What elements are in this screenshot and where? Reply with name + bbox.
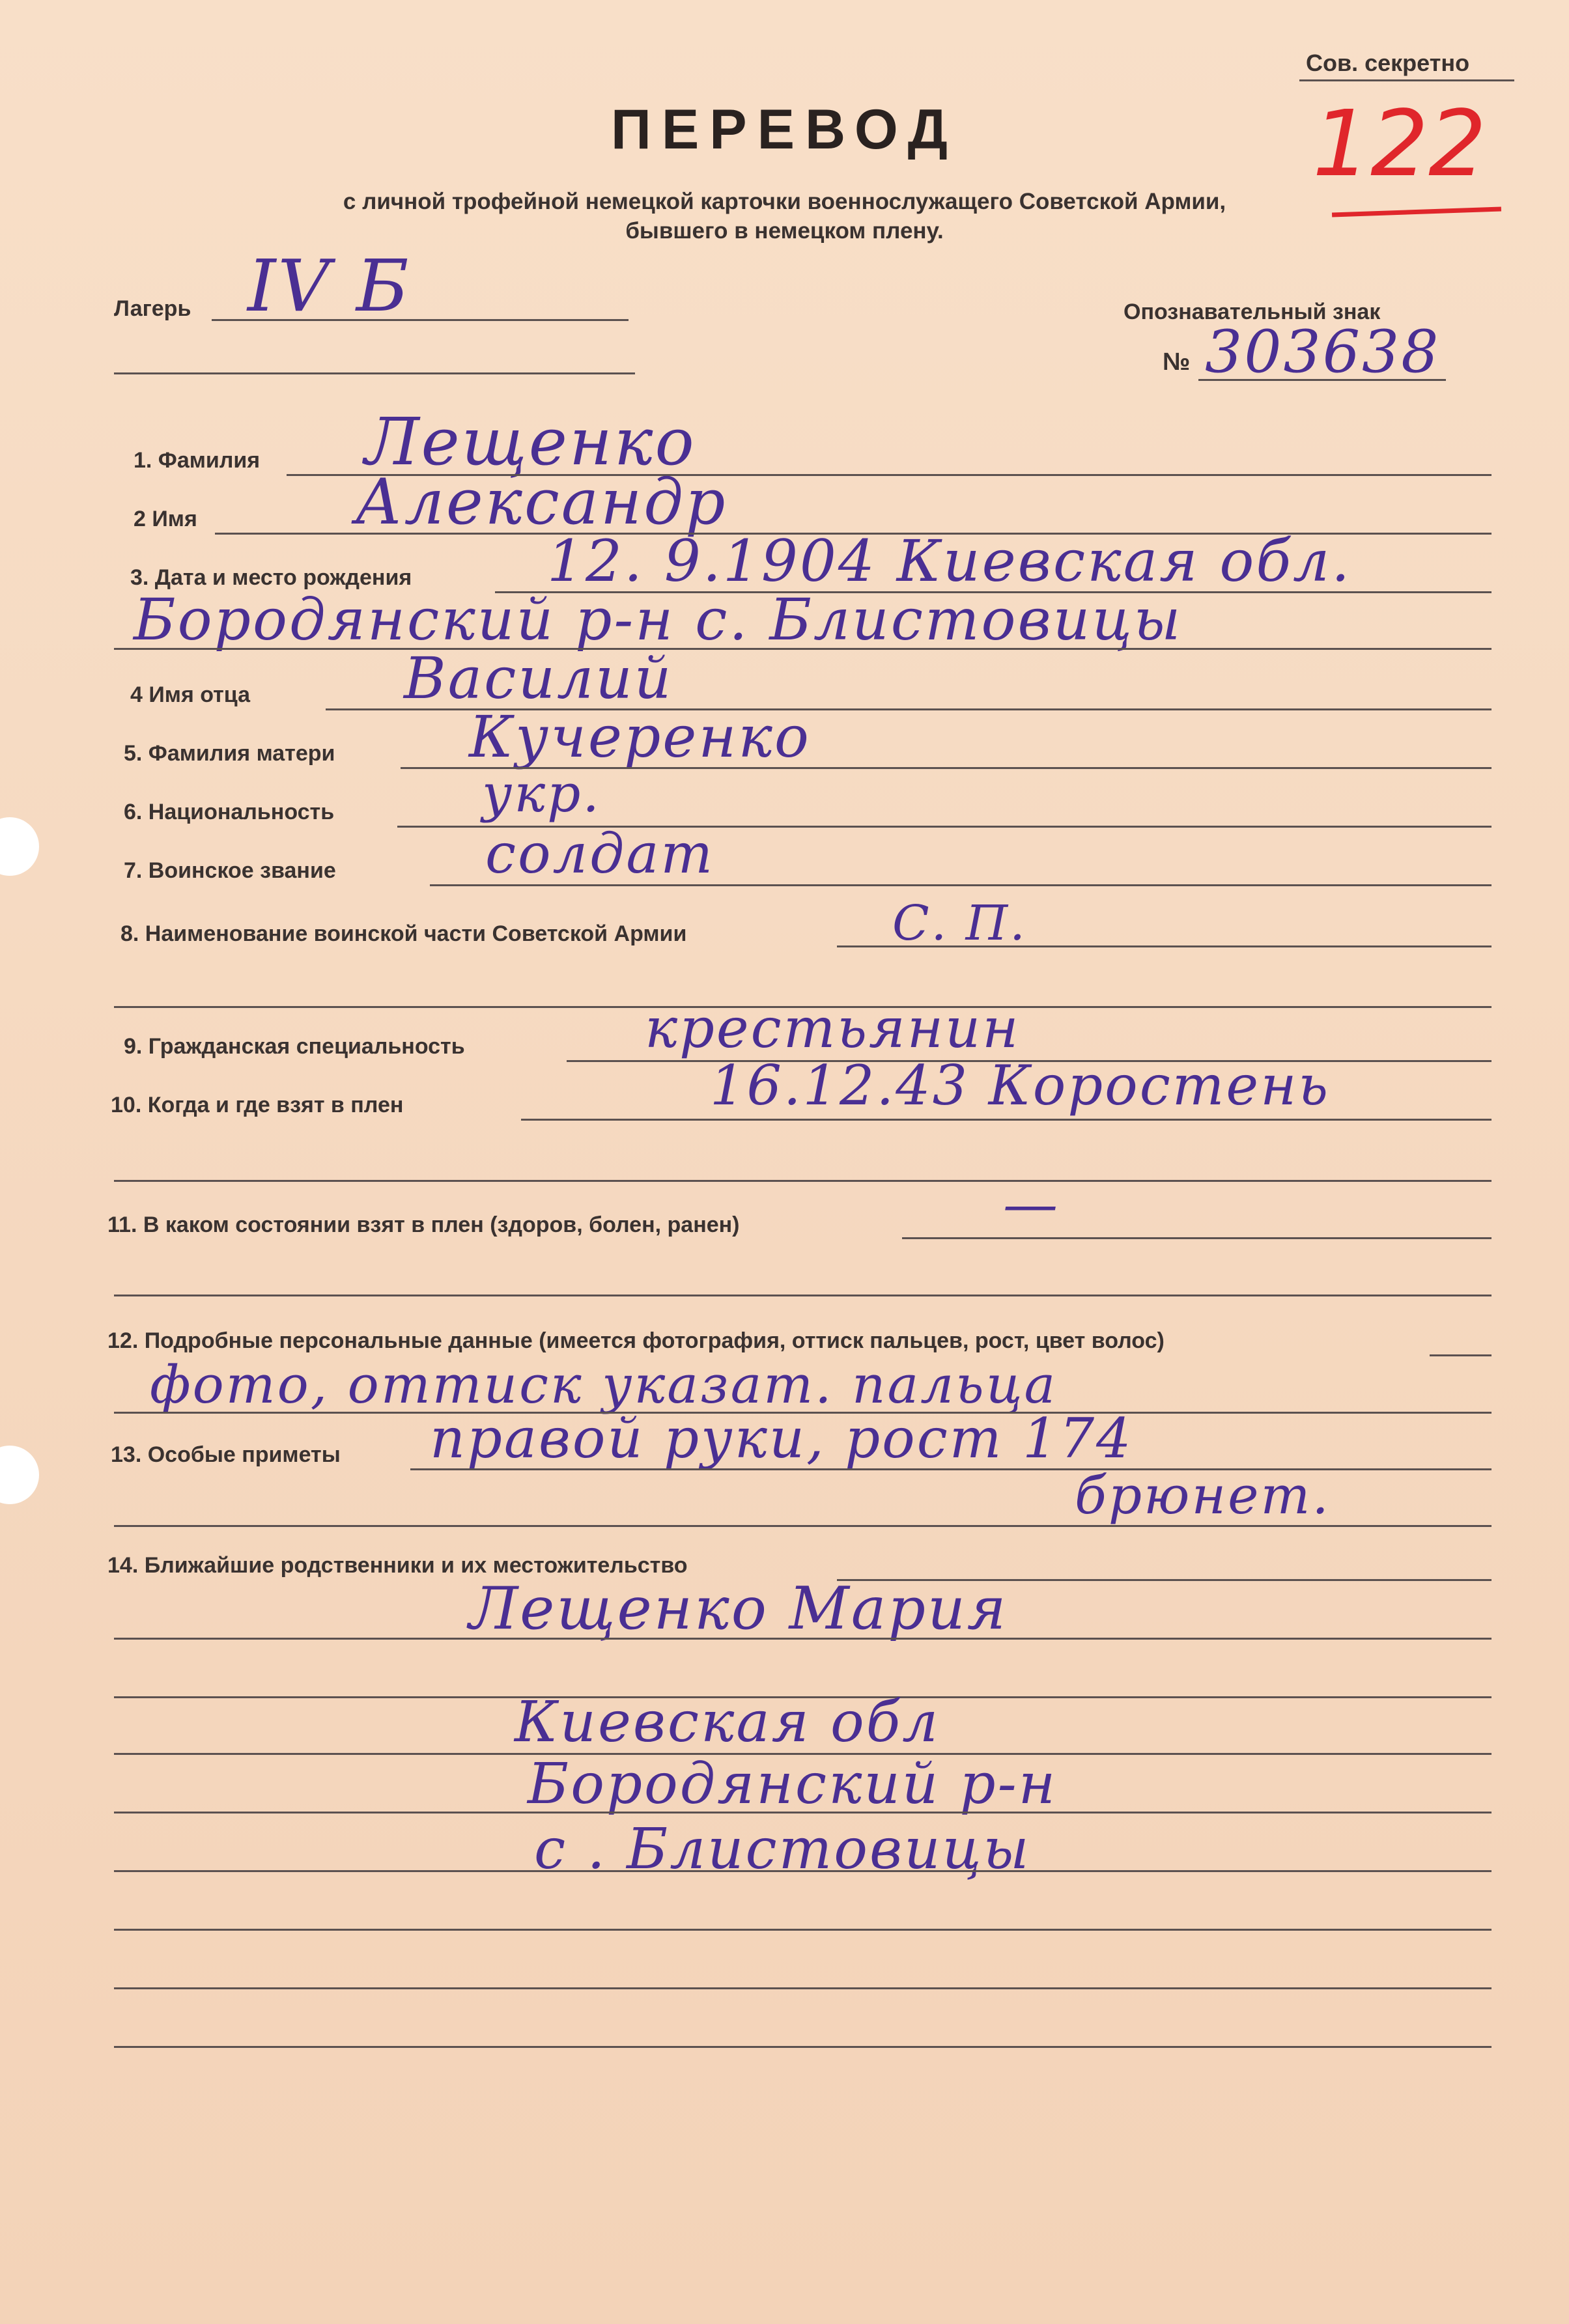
id-sign-line (1198, 379, 1446, 381)
field-12-line (1430, 1354, 1491, 1356)
field-5-label: 5. Фамилия матери (124, 741, 335, 766)
camp-label: Лагерь (114, 296, 191, 321)
field-7-line (430, 884, 1491, 886)
field-7-label: 7. Воинское звание (124, 858, 336, 883)
field-14-line-6 (114, 1870, 1491, 1872)
subtitle-line-2: бывшего в немецком плену. (625, 218, 944, 244)
field-1-label: 1. Фамилия (134, 448, 261, 473)
field-13-label: 13. Особые приметы (111, 1442, 341, 1467)
field-3-line-2 (114, 648, 1491, 650)
field-4-label: 4 Имя отца (130, 682, 251, 707)
field-14-line-5 (114, 1812, 1491, 1813)
field-7-value: солдат (485, 822, 715, 886)
field-13-line-2 (114, 1525, 1491, 1527)
field-8-label: 8. Наименование воинской части Советской Армии (120, 921, 687, 946)
field-2-value: Александр (355, 466, 728, 539)
relative-address-line-1: Киевская обл (515, 1690, 940, 1755)
field-11-label: 11. В каком состоянии взят в плен (здоров, болен, ранен) (107, 1212, 740, 1237)
field-9-value: крестьянин (645, 996, 1021, 1060)
id-sign-label: Опознавательный знак (1124, 300, 1381, 324)
field-13-value-2: брюнет. (1075, 1465, 1331, 1526)
relative-address-line-3: с . Блистовицы (534, 1817, 1031, 1882)
field-14-line-2 (114, 1638, 1491, 1640)
relative-address-line-2: Бородянский р-н (528, 1752, 1058, 1817)
field-13-value: правой руки, рост 174 (430, 1407, 1133, 1470)
field-14-line-8 (114, 1987, 1491, 1989)
field-14-label: 14. Ближайшие родственники и их местожительство (107, 1553, 688, 1578)
field-10-label: 10. Когда и где взят в плен (111, 1093, 404, 1117)
field-2-label: 2 Имя (134, 507, 197, 531)
field-6-value: укр. (482, 763, 601, 824)
field-11-line-2 (114, 1295, 1491, 1296)
classification-underline (1299, 79, 1514, 81)
field-6-label: 6. Национальность (124, 800, 335, 824)
classification-stamp: Сов. секретно (1306, 49, 1470, 76)
field-4-value: Василий (404, 645, 673, 712)
camp-line (212, 319, 629, 321)
id-sign-prefix: № (1163, 348, 1191, 376)
field-14-value: Лещенко Мария (469, 1575, 1008, 1643)
field-11-value: — (1003, 1172, 1060, 1236)
field-10-line (521, 1119, 1491, 1121)
camp-value: IV Б (247, 244, 411, 328)
document-number: 122 (1312, 91, 1487, 197)
id-sign-value: 303638 (1205, 318, 1441, 386)
field-9-label: 9. Гражданская специальность (124, 1034, 465, 1059)
field-12-label: 12. Подробные персональные данные (имеется фотография, оттиск пальцев, рост, цвет волос) (107, 1328, 1165, 1353)
field-10-line-2 (114, 1180, 1491, 1182)
camp-line-2 (114, 372, 635, 374)
field-3-label: 3. Дата и место рождения (130, 565, 412, 590)
field-3-value: 12. 9.1904 Киевская обл. (547, 527, 1352, 595)
subtitle-line-1: с личной трофейной немецкой карточки военнослужащего Советской Армии, (343, 189, 1226, 214)
field-5-value: Кучеренко (469, 703, 811, 770)
field-10-value: 16.12.43 Коростень (710, 1054, 1331, 1117)
field-14-line-9 (114, 2046, 1491, 2048)
field-1-value: Лещенко (365, 404, 696, 480)
field-8-value: С. П. (892, 895, 1027, 951)
field-11-line (902, 1237, 1491, 1239)
field-12-value: фото, оттиск указат. пальца (150, 1354, 1058, 1415)
document-title: ПЕРЕВОД (611, 98, 958, 161)
field-8-line (837, 945, 1491, 947)
field-14-line-7 (114, 1929, 1491, 1931)
field-3-value-2: Бородянский р-н с. Блистовицы (134, 586, 1183, 653)
